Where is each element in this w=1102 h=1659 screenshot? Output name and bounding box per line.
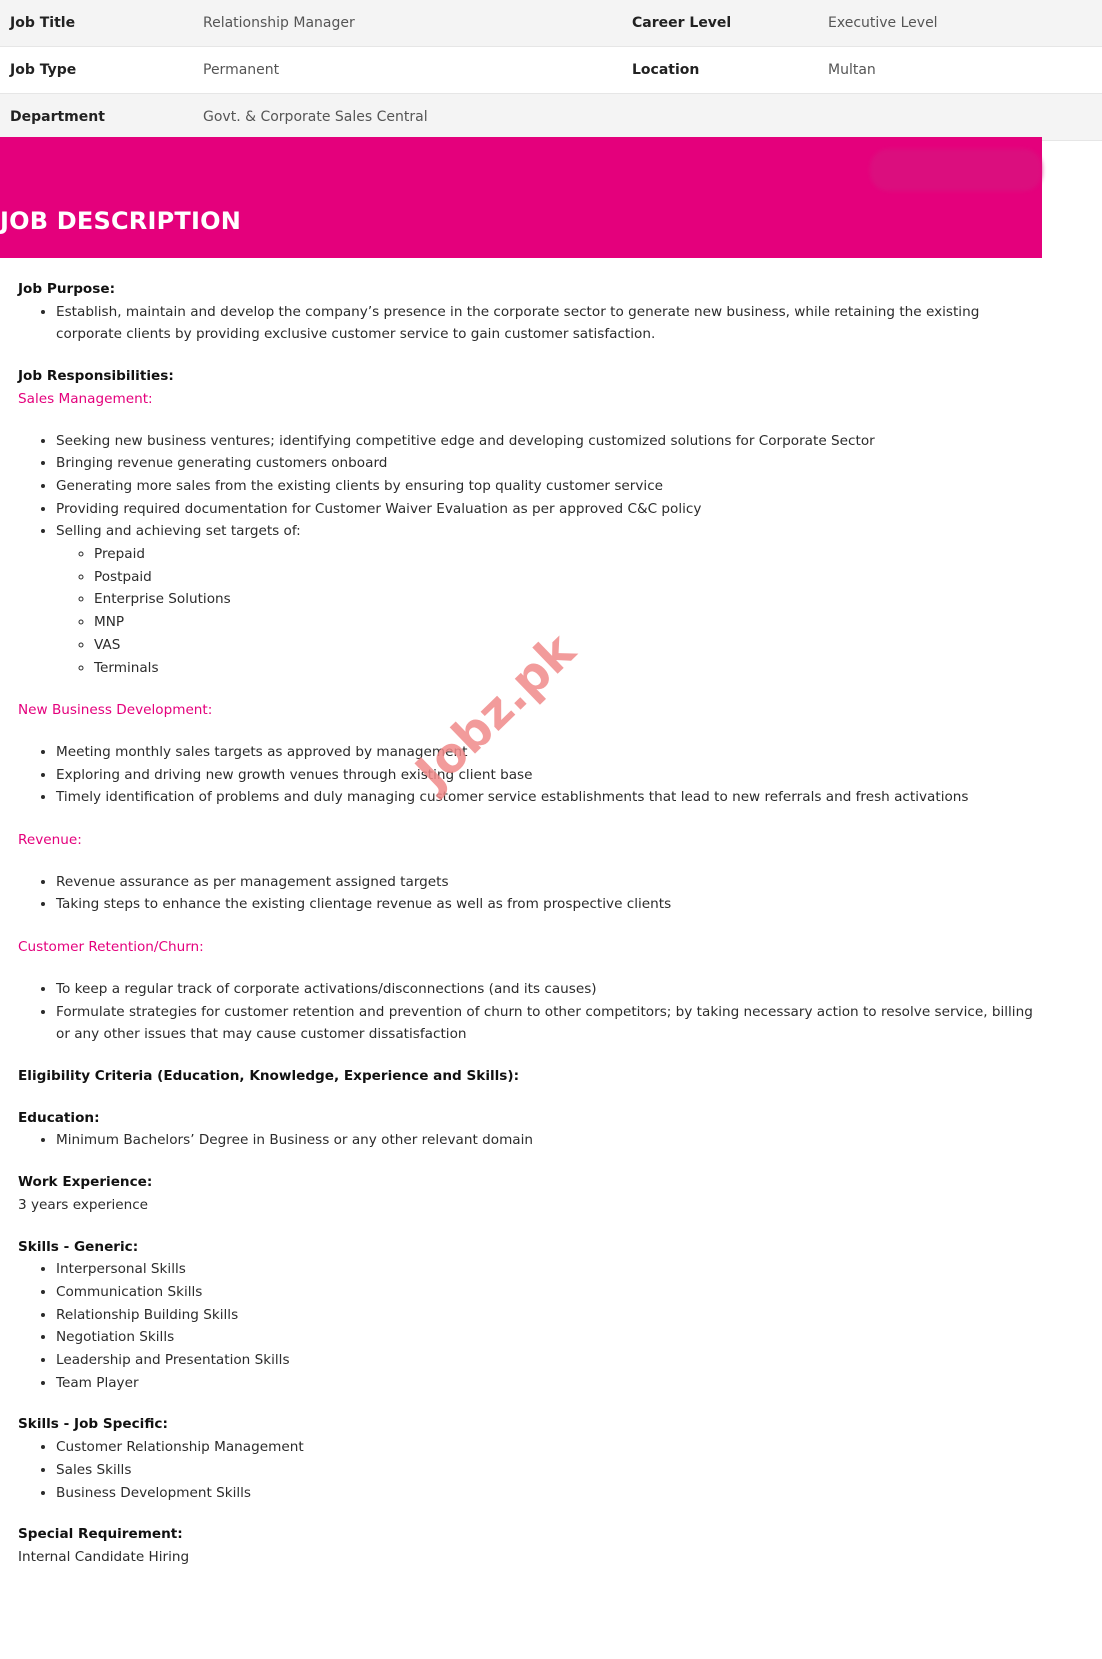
sales-targets-label: Selling and achieving set targets of: — [56, 523, 301, 540]
list-item: • Establish, maintain and develop the company’s presence in the corporate sector to generate new business, while retaining the existing corporate clients by providing exclusive customer service to gain customer satisfaction. — [56, 301, 1033, 346]
list-item: • Team Player — [56, 1372, 1033, 1395]
special-requirement-heading: Special Requirement: — [18, 1526, 183, 1543]
job-type-value: Permanent — [203, 62, 280, 78]
list-item: • Business Development Skills — [56, 1482, 1033, 1505]
skills-generic-heading: Skills - Generic: — [18, 1238, 139, 1255]
list-item: • Relationship Building Skills — [56, 1304, 1033, 1327]
info-row-title — [0, 0, 1102, 47]
list-item: • Negotiation Skills — [56, 1326, 1033, 1349]
customer-retention-heading: Customer Retention/Churn: — [18, 939, 204, 956]
list-item: ◦ MNP — [94, 611, 1033, 634]
education-list — [18, 1129, 1033, 1152]
skills-specific-heading: Skills - Job Specific: — [18, 1416, 168, 1433]
job-description-content — [18, 278, 1033, 1569]
list-item: • Leadership and Presentation Skills — [56, 1349, 1033, 1372]
info-row-department — [0, 94, 1102, 141]
list-item: • Sales Skills — [56, 1459, 1033, 1482]
career-level-label: Career Level — [632, 15, 732, 31]
new-business-list — [18, 741, 1033, 809]
job-purpose-list — [18, 301, 1033, 346]
work-experience-heading: Work Experience: — [18, 1174, 153, 1191]
new-business-heading: New Business Development: — [18, 702, 213, 719]
list-item: • Timely identification of problems and duly managing customer service establishments that lead to new referrals and fresh activations — [56, 786, 1033, 809]
list-item: • Formulate strategies for customer retention and prevention of churn to other competitors; by taking necessary action to resolve service, billing or any other issues that may cause customer dissatisfaction — [56, 1001, 1033, 1046]
list-item: • Interpersonal Skills — [56, 1258, 1033, 1281]
department-label: Department — [10, 109, 105, 125]
job-description-banner — [0, 137, 1042, 258]
location-value: Multan — [828, 62, 876, 78]
banner-title: JOB DESCRIPTION — [0, 207, 241, 235]
list-item: ◦ VAS — [94, 634, 1033, 657]
job-responsibilities-heading: Job Responsibilities: — [18, 368, 174, 385]
banner-smudge — [870, 149, 1042, 191]
skills-specific-list — [18, 1436, 1033, 1504]
list-item: ◦ Terminals — [94, 657, 1033, 680]
job-purpose-heading: Job Purpose: — [18, 281, 116, 297]
education-heading: Education: — [18, 1109, 100, 1126]
list-item: • Providing required documentation for Customer Waiver Evaluation as per approved C&C policy — [56, 498, 1033, 521]
skills-generic-list — [18, 1258, 1033, 1394]
list-item: • Seeking new business ventures; identifying competitive edge and developing customized solutions for Corporate Sector — [56, 430, 1033, 453]
customer-retention-list — [18, 978, 1033, 1046]
list-item: • Communication Skills — [56, 1281, 1033, 1304]
list-item: ◦ Prepaid — [94, 543, 1033, 566]
department-value: Govt. & Corporate Sales Central — [203, 109, 428, 125]
list-item: • To keep a regular track of corporate activations/disconnections (and its causes) — [56, 978, 1033, 1001]
list-item: • Revenue assurance as per management assigned targets — [56, 871, 1033, 894]
list-item: • Generating more sales from the existing clients by ensuring top quality customer service — [56, 475, 1033, 498]
list-item: • Bringing revenue generating customers onboard — [56, 452, 1033, 475]
watermark: Jobz.pk — [405, 622, 587, 801]
list-item: • Exploring and driving new growth venues through existing client base — [56, 764, 1033, 787]
job-type-label: Job Type — [10, 62, 77, 78]
list-item: • Taking steps to enhance the existing clientage revenue as well as from prospective clients — [56, 893, 1033, 916]
work-experience-text: 3 years experience — [18, 1196, 149, 1213]
info-row-type — [0, 47, 1102, 94]
job-title-label: Job Title — [10, 15, 76, 31]
list-item: • Meeting monthly sales targets as approved by management — [56, 741, 1033, 764]
list-item: • Minimum Bachelors’ Degree in Business or any other relevant domain — [56, 1129, 1033, 1152]
list-item: • Customer Relationship Management — [56, 1436, 1033, 1459]
location-label: Location — [632, 62, 700, 78]
list-item: ◦ Postpaid — [94, 566, 1033, 589]
eligibility-heading: Eligibility Criteria (Education, Knowledge, Experience and Skills): — [18, 1067, 520, 1084]
career-level-value: Executive Level — [828, 15, 938, 31]
job-title-value: Relationship Manager — [203, 15, 355, 31]
revenue-heading: Revenue: — [18, 832, 82, 849]
special-requirement-text: Internal Candidate Hiring — [18, 1548, 190, 1565]
revenue-list — [18, 871, 1033, 916]
job-info-table — [0, 0, 1102, 141]
sales-management-heading: Sales Management: — [18, 390, 153, 407]
list-item: ◦ Enterprise Solutions — [94, 588, 1033, 611]
